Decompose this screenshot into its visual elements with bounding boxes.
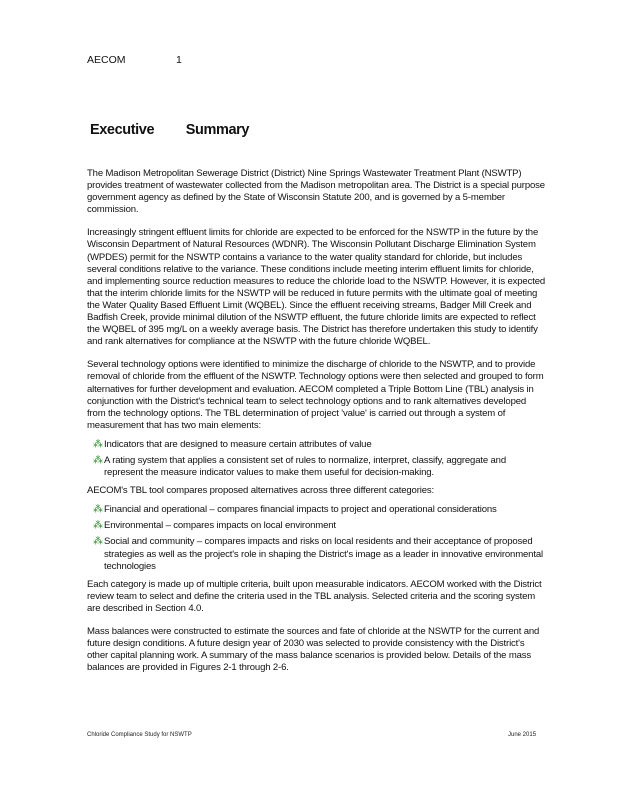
list-item: ⁂ Indicators that are designed to measure certain attributes of value: [93, 438, 372, 450]
elements-list: [87, 439, 547, 479]
paragraph-tbl-intro: AECOM's TBL tool compares proposed alternatives across three different categories:: [87, 485, 434, 497]
list-item: ⁂ Social and community – compares impacts and risks on local residents and their acceptance of proposed strategies as well as the project's role in shaping the District's image as a leader in innovative environmental technologies: [93, 536, 543, 572]
bullet-icon: ⁂: [93, 438, 103, 450]
header-company: AECOM: [87, 54, 126, 66]
bullet-icon: ⁂: [93, 520, 103, 532]
list-item: ⁂ Financial and operational – compares financial impacts to project and operational considerations: [93, 504, 497, 516]
footer-date: June 2015: [508, 732, 537, 738]
categories-list: [87, 504, 547, 572]
paragraph-technology: Several technology options were identified to minimize the discharge of chloride to the NSWTP, and to provide removal of chloride from the effluent of the NSWTP. Technology options were then selected and grouped to form alternatives for further development and evaluation. AECOM completed a Triple Bottom Line (TBL) analysis in conjunction with the District's technical team to select technology options and to rank alternatives developed from the technology options. The TBL determination of project 'value' is carried out through a system of measurement that has two main elements:: [87, 359, 544, 431]
header-page-number: 1: [176, 54, 182, 66]
bullet-icon: ⁂: [93, 504, 103, 516]
list-item: ⁂ Environmental – compares impacts on local environment: [93, 520, 336, 532]
bullet-icon: ⁂: [93, 536, 103, 548]
paragraph-mass-balance: Mass balances were constructed to estimate the sources and fate of chloride at the NSWTP for the current and future design conditions. A future design year of 2030 was selected to provide consistency with the District's other capital planning work. A summary of the mass balance scenarios is provided below. Details of the mass balances are provided in Figures 2-1 through 2-6.: [87, 626, 540, 674]
section-title: Executive Summary: [90, 122, 250, 138]
paragraph-limits: Increasingly stringent effluent limits for chloride are expected to be enforced for the NSWTP in the future by the Wisconsin Department of Natural Resources (WDNR). The Wisconsin Pollutant Discharge Elimination System (WPDES) permit for the NSWTP contains a variance to the water quality standard for chloride, but includes several conditions relative to the variance. These conditions include meeting interim effluent limits for chloride, and implementing source reduction measures to reduce the chloride load to the NSWTP. However, it is expected that the interim chloride limits for the NSWTP will be reduced in future permits with the ultimate goal of meeting the Water Quality Based Effluent Limit (WQBEL). Since the effluent receiving streams, Badger Mill Creek and Badfish Creek, provide minimal dilution of the NSWTP effluent, the future chloride limits are expected to reflect the WQBEL of 395 mg/L on a weekly average basis. The District has therefore undertaken this study to identify and rank alternatives for compliance at the NSWTP with the future chloride WQBEL.: [87, 227, 546, 348]
paragraph-criteria: Each category is made up of multiple criteria, built upon measurable indicators. AECOM worked with the District review team to select and define the criteria used in the TBL analysis. Selected criteria and the scoring system are described in Section 4.0.: [87, 578, 542, 614]
list-item: ⁂ A rating system that applies a consistent set of rules to normalize, interpret, classify, aggregate and represent the measure indicator values to make them useful for decision-making.: [93, 454, 506, 479]
bullet-icon: ⁂: [93, 454, 103, 466]
footer-document-title: Chloride Compliance Study for NSWTP: [87, 732, 192, 738]
paragraph-intro: The Madison Metropolitan Sewerage District (District) Nine Springs Wastewater Treatment Plant (NSWTP) provides treatment of wastewater collected from the Madison metropolitan area. The District is a special purpose government agency as defined by the State of Wisconsin Statute 200, and is governed by a 5-member commission.: [87, 168, 545, 216]
body-text: [87, 168, 547, 685]
